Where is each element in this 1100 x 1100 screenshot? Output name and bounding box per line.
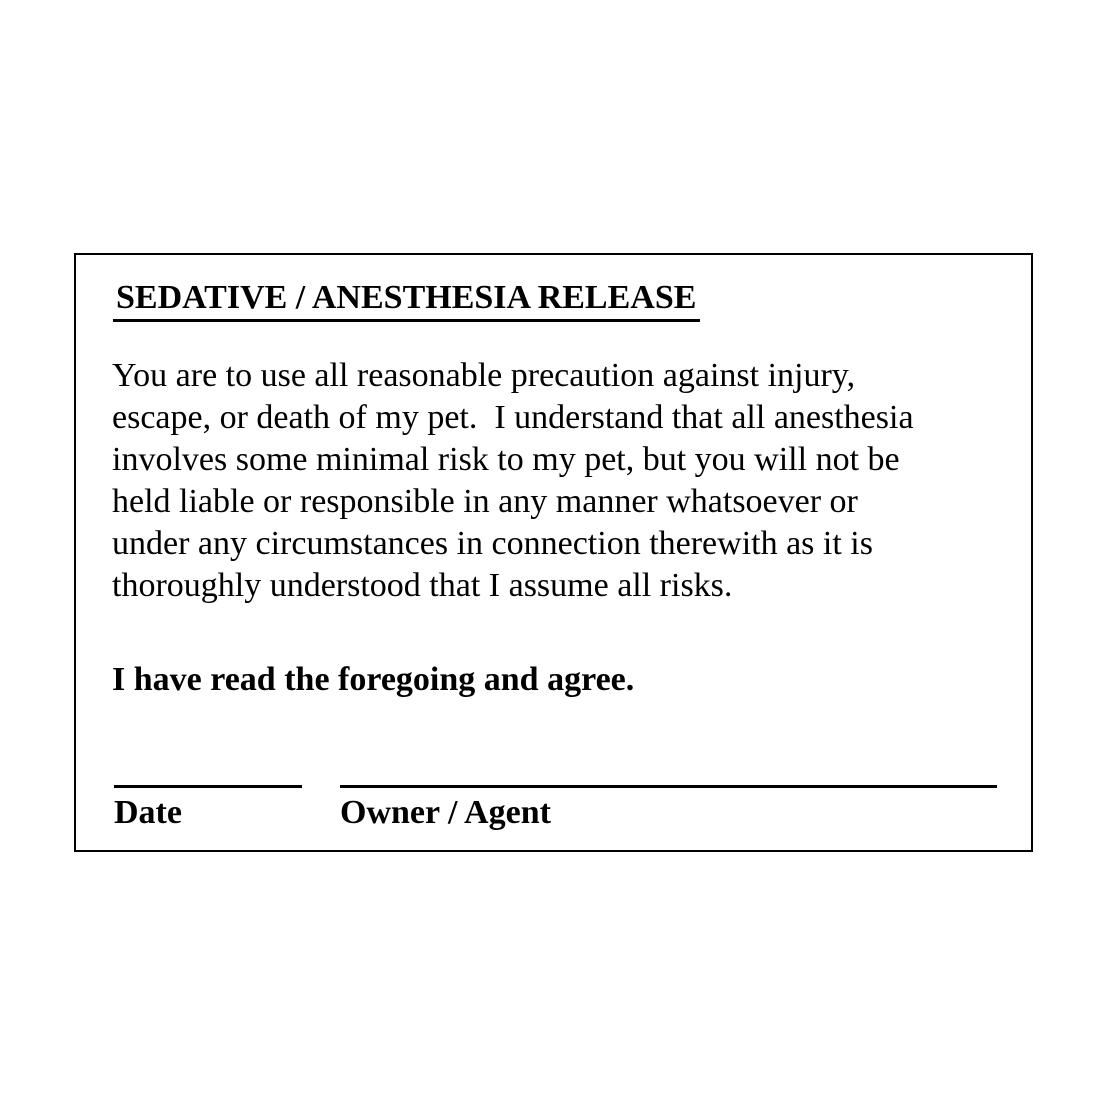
paragraph-line: thoroughly understood that I assume all risks. — [112, 567, 733, 604]
release-form-box — [74, 253, 1033, 852]
form-title — [116, 277, 700, 322]
paragraph-line: You are to use all reasonable precaution against injury, — [112, 357, 856, 394]
owner-agent-signature-line — [340, 785, 997, 788]
agreement-statement: I have read the foregoing and agree. — [112, 661, 635, 698]
paragraph-line: involves some minimal risk to my pet, but you will not be — [112, 441, 900, 478]
date-signature-line — [114, 785, 302, 788]
paragraph-line: held liable or responsible in any manner whatsoever or — [112, 483, 858, 520]
owner-agent-label: Owner / Agent — [340, 794, 551, 831]
form-title-text: SEDATIVE / ANESTHESIA RELEASE — [113, 277, 700, 322]
paragraph-line: escape, or death of my pet. I understand that all anesthesia — [112, 399, 914, 436]
paragraph-line: under any circumstances in connection therewith as it is — [112, 525, 873, 562]
date-label: Date — [114, 794, 182, 831]
release-paragraph — [112, 355, 914, 607]
